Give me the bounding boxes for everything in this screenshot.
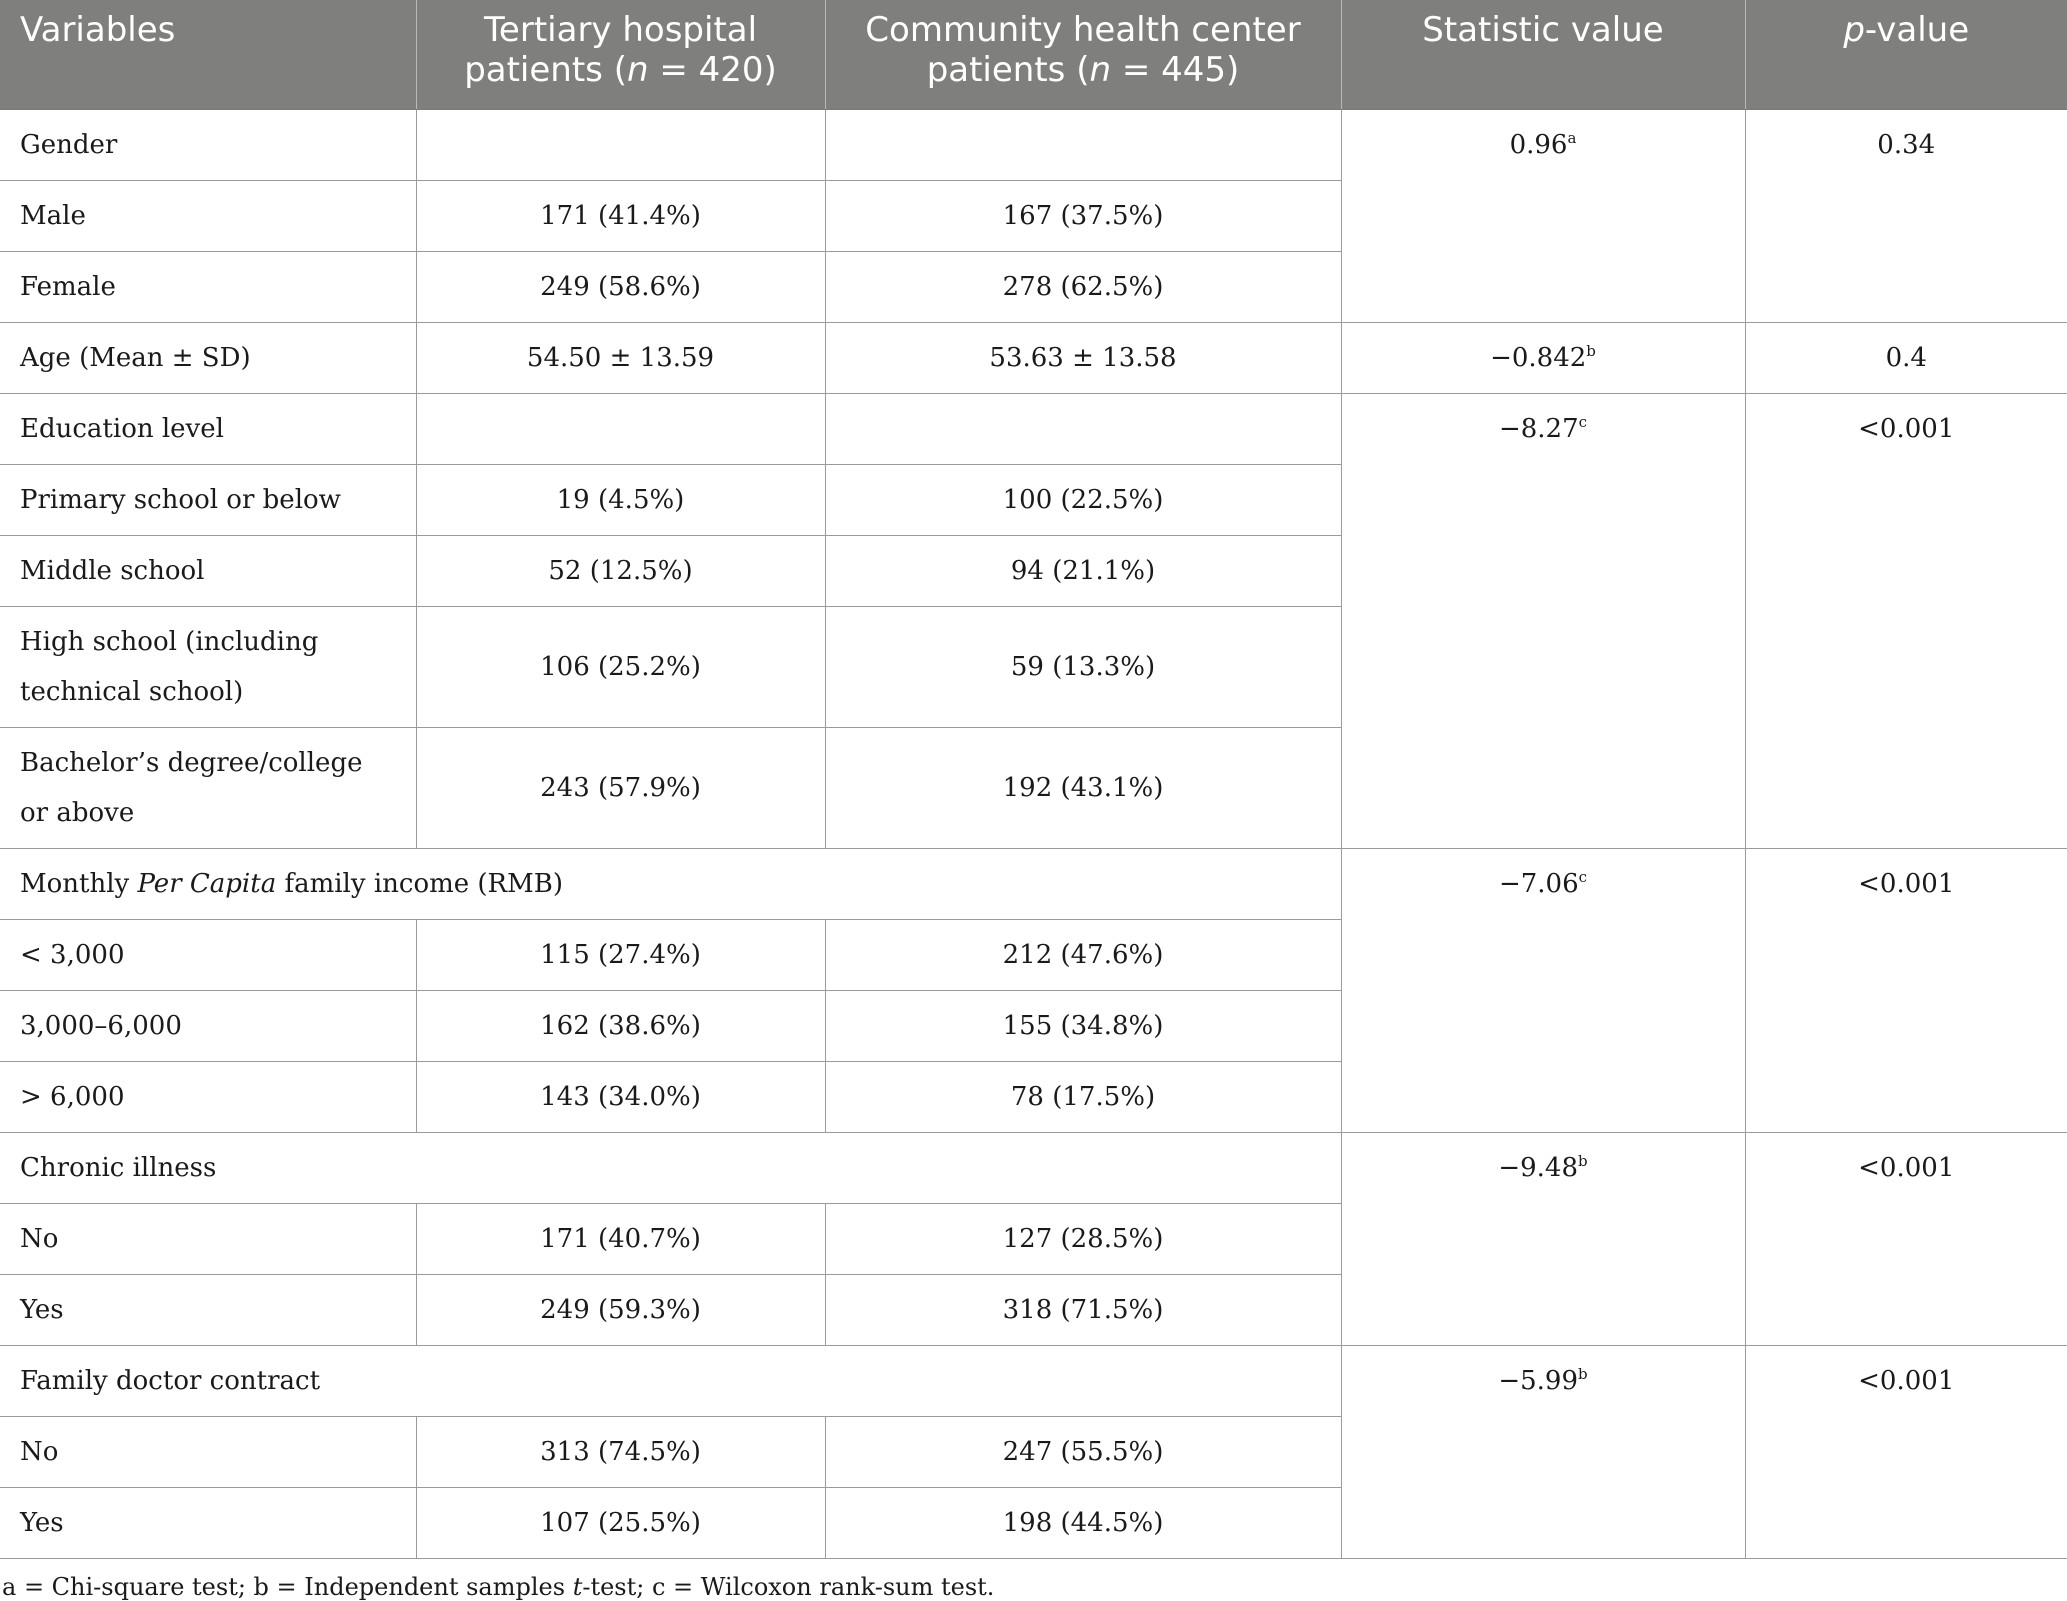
header-p-value: p-value bbox=[1745, 0, 2067, 109]
row-label: Yes bbox=[0, 1487, 416, 1558]
community-value: 100 (22.5%) bbox=[825, 464, 1341, 535]
community-value: 198 (44.5%) bbox=[825, 1487, 1341, 1558]
tertiary-value: 171 (41.4%) bbox=[416, 180, 825, 251]
table-row bbox=[0, 1345, 2067, 1416]
community-value: 212 (47.6%) bbox=[825, 919, 1341, 990]
tertiary-value: 249 (59.3%) bbox=[416, 1274, 825, 1345]
row-label: Male bbox=[0, 180, 416, 251]
row-label: 3,000–6,000 bbox=[0, 990, 416, 1061]
statistic-value: −0.842$^b$ bbox=[1341, 322, 1745, 393]
tertiary-value: 249 (58.6%) bbox=[416, 251, 825, 322]
tertiary-value: 162 (38.6%) bbox=[416, 990, 825, 1061]
header-statistic: Statistic value bbox=[1341, 0, 1745, 109]
statistic-value: 0.96$^a$ bbox=[1341, 109, 1745, 322]
community-value: 78 (17.5%) bbox=[825, 1061, 1341, 1132]
tertiary-value: 313 (74.5%) bbox=[416, 1416, 825, 1487]
table-row bbox=[0, 848, 2067, 919]
table-row bbox=[0, 393, 2067, 464]
community-value: 278 (62.5%) bbox=[825, 251, 1341, 322]
community-value: 192 (43.1%) bbox=[825, 727, 1341, 848]
row-label: Age (Mean ± SD) bbox=[0, 322, 416, 393]
community-value: 155 (34.8%) bbox=[825, 990, 1341, 1061]
tertiary-value: 106 (25.2%) bbox=[416, 606, 825, 727]
row-label: No bbox=[0, 1416, 416, 1487]
row-label: > 6,000 bbox=[0, 1061, 416, 1132]
header-community: Community health center patients (n = 445) bbox=[825, 0, 1341, 109]
header-tertiary: Tertiary hospital patients (n = 420) bbox=[416, 0, 825, 109]
tertiary-value: 52 (12.5%) bbox=[416, 535, 825, 606]
community-value: 59 (13.3%) bbox=[825, 606, 1341, 727]
table-row bbox=[0, 109, 2067, 180]
p-value: 0.34 bbox=[1745, 109, 2067, 322]
row-label: High school (including technical school) bbox=[0, 606, 416, 727]
tertiary-value: 243 (57.9%) bbox=[416, 727, 825, 848]
p-value: 0.4 bbox=[1745, 322, 2067, 393]
row-label: Middle school bbox=[0, 535, 416, 606]
table-row bbox=[0, 1132, 2067, 1203]
tertiary-value: 54.50 ± 13.59 bbox=[416, 322, 825, 393]
tertiary-value: 171 (40.7%) bbox=[416, 1203, 825, 1274]
row-label: No bbox=[0, 1203, 416, 1274]
community-value: 318 (71.5%) bbox=[825, 1274, 1341, 1345]
community-value: 94 (21.1%) bbox=[825, 535, 1341, 606]
p-value: <0.001 bbox=[1745, 848, 2067, 1132]
statistic-value: −8.27$^c$ bbox=[1341, 393, 1745, 848]
tertiary-value: 107 (25.5%) bbox=[416, 1487, 825, 1558]
tertiary-value: 19 (4.5%) bbox=[416, 464, 825, 535]
row-label: Bachelor’s degree/college or above bbox=[0, 727, 416, 848]
community-value: 247 (55.5%) bbox=[825, 1416, 1341, 1487]
header-variables: Variables bbox=[0, 0, 416, 109]
p-value: <0.001 bbox=[1745, 1345, 2067, 1558]
row-label: Chronic illness bbox=[0, 1132, 1341, 1203]
tertiary-value: 115 (27.4%) bbox=[416, 919, 825, 990]
row-label: Female bbox=[0, 251, 416, 322]
community-value: 167 (37.5%) bbox=[825, 180, 1341, 251]
table-footnote: a = Chi-square test; b = Independent samples t-test; c = Wilcoxon rank-sum test. bbox=[2, 1572, 995, 1601]
community-value: 127 (28.5%) bbox=[825, 1203, 1341, 1274]
row-label: Family doctor contract bbox=[0, 1345, 1341, 1416]
row-label: Yes bbox=[0, 1274, 416, 1345]
p-value: <0.001 bbox=[1745, 1132, 2067, 1345]
row-label: Primary school or below bbox=[0, 464, 416, 535]
header-row bbox=[0, 0, 2067, 109]
statistic-value: −9.48$^b$ bbox=[1341, 1132, 1745, 1345]
tertiary-value: 143 (34.0%) bbox=[416, 1061, 825, 1132]
p-value: <0.001 bbox=[1745, 393, 2067, 848]
row-label: Education level bbox=[0, 393, 416, 464]
table-row bbox=[0, 322, 2067, 393]
statistic-value: −5.99$^b$ bbox=[1341, 1345, 1745, 1558]
row-label: Monthly Per Capita family income (RMB) bbox=[0, 848, 1341, 919]
community-value: 53.63 ± 13.58 bbox=[825, 322, 1341, 393]
row-label: < 3,000 bbox=[0, 919, 416, 990]
row-label: Gender bbox=[0, 109, 416, 180]
statistic-value: −7.06$^c$ bbox=[1341, 848, 1745, 1132]
